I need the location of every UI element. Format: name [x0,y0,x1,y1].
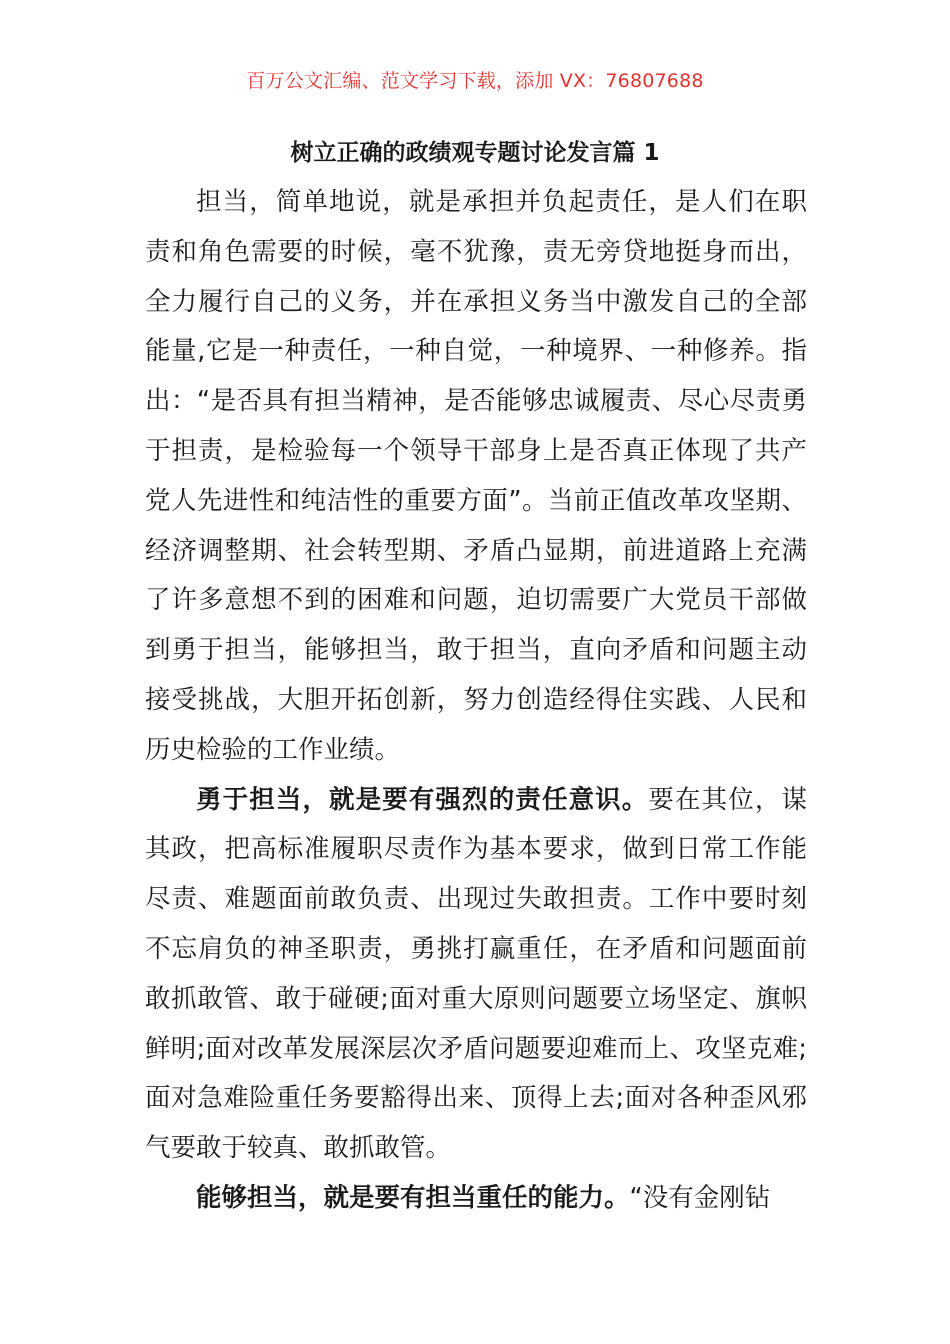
paragraph-1-text: 担当，简单地说，就是承担并负起责任，是人们在职责和角色需要的时候，毫不犹豫，责无旁贷地挺身而出，全力履行自己的义务，并在承担义务当中激发自己的全部能量,它是一种责任，一种自觉，一种境界、一种修养。指出：“是否具有担当精神，是否能够忠诚履责、尽心尽责勇于担责，是检验每一个领导干部身上是否真正体现了共产党人先进性和纯洁性的重要方面”。当前正值改革攻坚期、经济调整期、社会转型期、矛盾凸显期，前进道路上充满了许多意想不到的困难和问题，迫切需要广大党员干部做到勇于担当，能够担当，敢于担当，直向矛盾和问题主动接受挑战，大胆开拓创新，努力创造经得住实践、人民和历史检验的工作业绩。 [145,187,807,765]
paragraph-1 [145,178,807,776]
paragraph-2 [145,776,807,1174]
document-body [145,178,807,1224]
paragraph-3-lead: 能够担当，就是要有担当重任的能力。 [196,1182,630,1213]
paragraph-3 [145,1174,807,1224]
paragraph-2-lead: 勇于担当，就是要有强烈的责任意识。 [196,784,649,815]
paragraph-2-text: 要在其位，谋其政，把高标准履职尽责作为基本要求，做到日常工作能尽责、难题面前敢负责、出现过失敢担责。工作中要时刻不忘肩负的神圣职责，勇挑打赢重任，在矛盾和问题面前敢抓敢管、敢于碰硬;面对重大原则问题要立场坚定、旗帜鲜明;面对改革发展深层次矛盾问题要迎难而上、攻坚克难;面对急难险重任务要豁得出来、顶得上去;面对各种歪风邪气要敢于较真、敢抓敢管。 [145,784,807,1164]
document-title: 树立正确的政绩观专题讨论发言篇 1 [290,140,660,166]
header-note: 百万公文汇编、范文学习下载，添加 VX：76807688 [246,70,704,92]
paragraph-3-text: “没有金刚钻 [629,1182,771,1213]
